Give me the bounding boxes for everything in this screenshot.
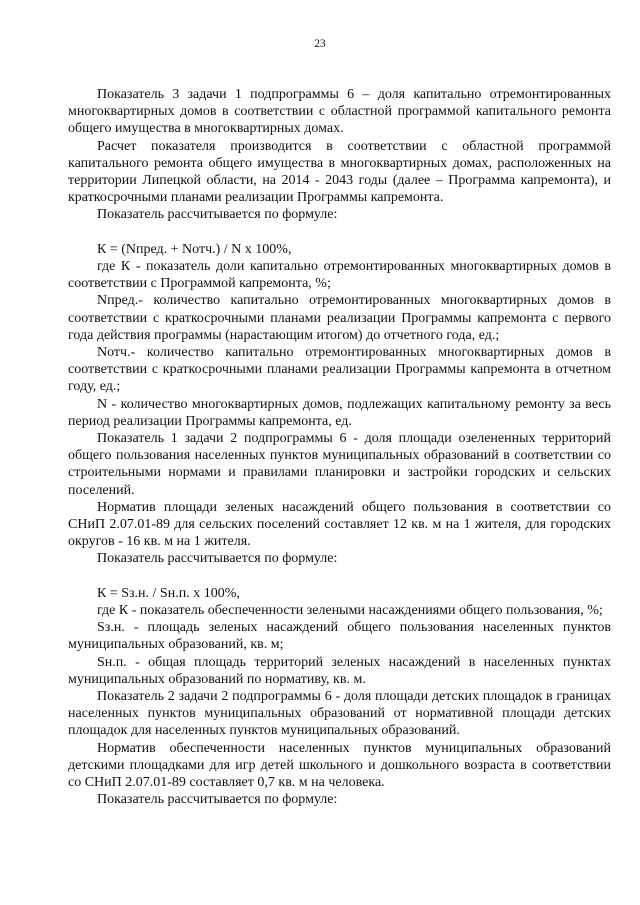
definition-s-zn: Sз.н. - площадь зеленых насаждений общего пользования населенных пунктов муниципальных образований, кв. м; — [68, 620, 611, 653]
paragraph-indicator-3-task-1: Показатель 3 задачи 1 подпрограммы 6 – доля капитально отремонтированных многоквартирных домов в соответствии с областной программой капитального ремонта общего имущества в многоквартирных домах. — [68, 87, 611, 137]
formula-green-areas: К = Sз.н. / Sн.п. x 100%, — [97, 585, 240, 601]
definition-n-pred: Nпред.- количество капитально отремонтированных многоквартирных домов в соответствии с краткосрочными планами реализации Программы капремонта с первого года действия программы (нарастающим итогом) до отчетного года, ед.; — [68, 293, 611, 343]
document-body — [68, 86, 611, 809]
paragraph-calculation-basis: Расчет показателя производится в соответствии с областной программой капитального ремонта общего имущества в многоквартирных домах, расположенных на территории Липецкой области, на 2014 - 2043 годы (далее – Программа капремонта), и краткосрочными планами реализации Программы капремонта. — [68, 138, 611, 206]
definition-n-otch: Nотч.- количество капитально отремонтированных многоквартирных домов в соответствии с краткосрочными планами реализации Программы капремонта в отчетном году, ед.; — [68, 345, 611, 395]
formula-capital-repair: К = (Nпред. + Nотч.) / N x 100%, — [97, 241, 292, 257]
definition-k-green: где К - показатель обеспеченности зелеными насаждениями общего пользования, %; — [97, 603, 603, 619]
page-number: 23 — [314, 38, 326, 50]
paragraph-formula-intro: Показатель рассчитывается по формуле: — [97, 207, 338, 223]
paragraph-green-norm: Норматив площади зеленых насаждений общего пользования в соответствии со СНиП 2.07.01-89 для сельских поселений составляет 12 кв. м на 1 жителя, для городских округов - 16 кв. м на 1 жителя. — [68, 499, 611, 550]
paragraph-formula-intro-2: Показатель рассчитывается по формуле: — [97, 551, 338, 567]
paragraph-indicator-1-task-2: Показатель 1 задачи 2 подпрограммы 6 - доля площади озелененных территорий общего пользования населенных пунктов муниципальных образований в соответствии со строительными нормами и правилами планировки и застройки городских и сельских поселений. — [68, 431, 611, 498]
paragraph-formula-intro-3: Показатель рассчитывается по формуле: — [97, 792, 338, 808]
definition-n: N - количество многоквартирных домов, подлежащих капитальному ремонту за весь период реализации Программы капремонта, ед. — [68, 396, 611, 429]
paragraph-indicator-2-task-2: Показатель 2 задачи 2 подпрограммы 6 - доля площади детских площадок в границах населенных пунктов муниципальных образований от нормативной площади детских площадок для населенных пунктов муниципальных образований. — [68, 689, 611, 739]
definition-s-np: Sн.п. - общая площадь территорий зеленых насаждений в населенных пунктах муниципальных образований по нормативу, кв. м. — [68, 654, 611, 687]
definition-k: где К - показатель доли капитально отремонтированных многоквартирных домов в соответствии с Программой капремонта, %; — [68, 259, 611, 292]
paragraph-playground-norm: Норматив обеспеченности населенных пунктов муниципальных образований детскими площадками для игр детей школьного и дошкольного возраста в соответствии со СНиП 2.07.01-89 составляет 0,7 кв. м на человека. — [68, 740, 611, 791]
